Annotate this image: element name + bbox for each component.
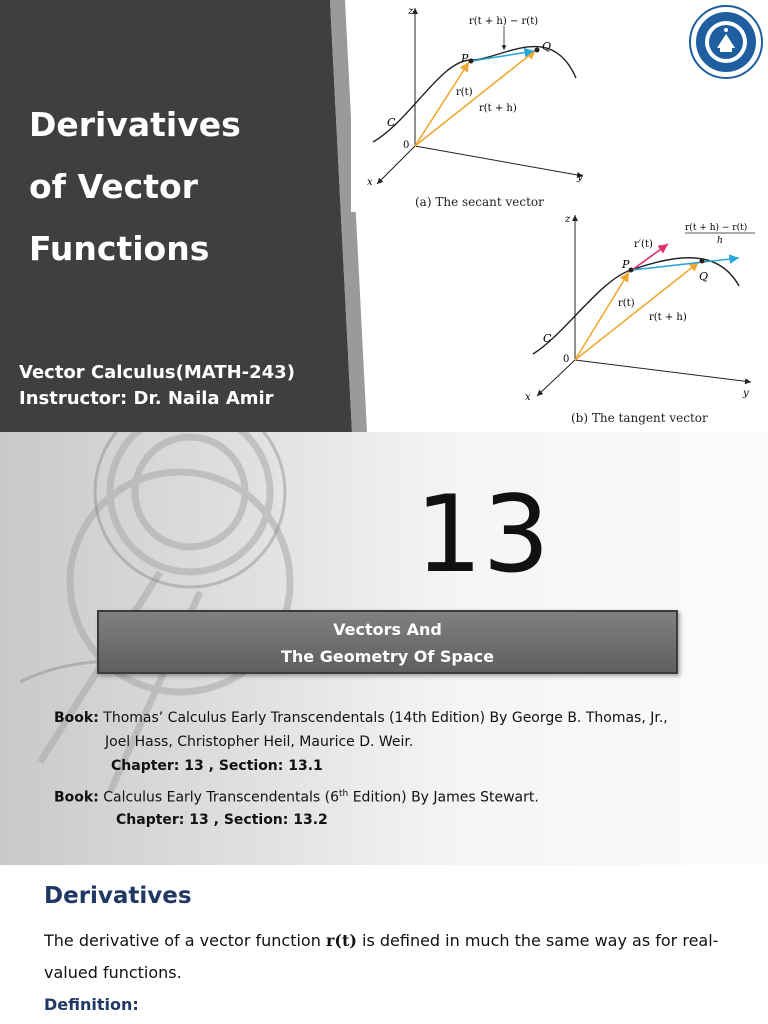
secant-diagram	[351, 0, 591, 212]
point-q-label: Q	[542, 40, 552, 53]
chapter-number: 13	[415, 473, 550, 596]
university-seal-logo	[688, 4, 764, 80]
instructor-name: Instructor: Dr. Naila Amir	[19, 388, 274, 409]
slide-title	[29, 94, 241, 280]
paragraph-text-b: is defined in much the same way as for real-valued functions.	[44, 931, 719, 982]
z-axis-label: z	[565, 214, 571, 225]
secant-caption: (a) The secant vector	[415, 195, 544, 209]
banner-line-2: The Geometry Of Space	[280, 647, 494, 666]
book-reference-2	[54, 789, 539, 806]
x-axis-label: x	[525, 392, 531, 403]
definition-paragraph	[44, 925, 744, 989]
r-t-h-label: r(t + h)	[479, 103, 517, 114]
book-2-label: Book:	[54, 789, 99, 806]
derivatives-slide	[0, 865, 768, 1024]
definition-label: Definition:	[44, 995, 139, 1014]
point-q-label: Q	[699, 270, 709, 283]
tangent-vector-figure	[505, 210, 768, 432]
origin-label: 0	[563, 354, 570, 365]
point-p-label: P	[622, 258, 630, 271]
secant-difference-label: r(t + h) − r(t)	[469, 16, 539, 27]
curve-label: C	[387, 116, 396, 129]
paragraph-text-a: The derivative of a vector function	[44, 931, 326, 950]
y-axis-label: y	[743, 388, 749, 399]
z-axis-label: z	[408, 6, 414, 17]
x-axis-label: x	[367, 177, 373, 188]
book-1-label: Book:	[54, 710, 99, 726]
book-reference-1	[54, 710, 668, 726]
secant-vector-figure	[351, 0, 591, 212]
title-line-1: Derivatives	[29, 105, 241, 144]
chapter-slide	[0, 432, 768, 865]
r-t-label: r(t)	[618, 298, 635, 309]
y-axis-label: y	[577, 172, 583, 183]
book-1-authors: Joel Hass, Christopher Heil, Maurice D. Weir.	[105, 734, 414, 750]
book-2-superscript: th	[339, 789, 349, 799]
section-heading: Derivatives	[44, 883, 192, 909]
title-line-2: of Vector	[29, 167, 198, 206]
tangent-caption: (b) The tangent vector	[571, 411, 708, 425]
book-1-chapter: Chapter: 13 , Section: 13.1	[111, 758, 323, 774]
title-slide	[0, 0, 768, 432]
book-2-title-a: Calculus Early Transcendentals (6	[98, 789, 340, 806]
title-line-3: Functions	[29, 229, 210, 268]
curve-label: C	[543, 332, 552, 345]
chapter-title-banner	[97, 610, 678, 674]
r-t-h-label: r(t + h)	[649, 312, 687, 323]
book-2-chapter: Chapter: 13 , Section: 13.2	[116, 812, 328, 828]
tangent-diagram	[505, 210, 768, 432]
course-info	[19, 360, 295, 412]
banner-line-1: Vectors And	[333, 620, 442, 639]
course-code: Vector Calculus(MATH-243)	[19, 362, 295, 383]
r-prime-label: r′(t)	[634, 239, 653, 250]
book-2-title-b: Edition) By James Stewart.	[348, 789, 539, 806]
r-t-label: r(t)	[456, 87, 473, 98]
point-p-label: P	[461, 52, 469, 65]
fraction-numerator: r(t + h) − r(t)	[685, 223, 748, 233]
book-1-title: Thomas’ Calculus Early Transcendentals (14th Edition) By George B. Thomas, Jr.,	[98, 710, 668, 726]
fraction-denominator: h	[717, 236, 723, 246]
origin-label: 0	[403, 140, 410, 151]
paragraph-math: r(t)	[325, 931, 357, 950]
